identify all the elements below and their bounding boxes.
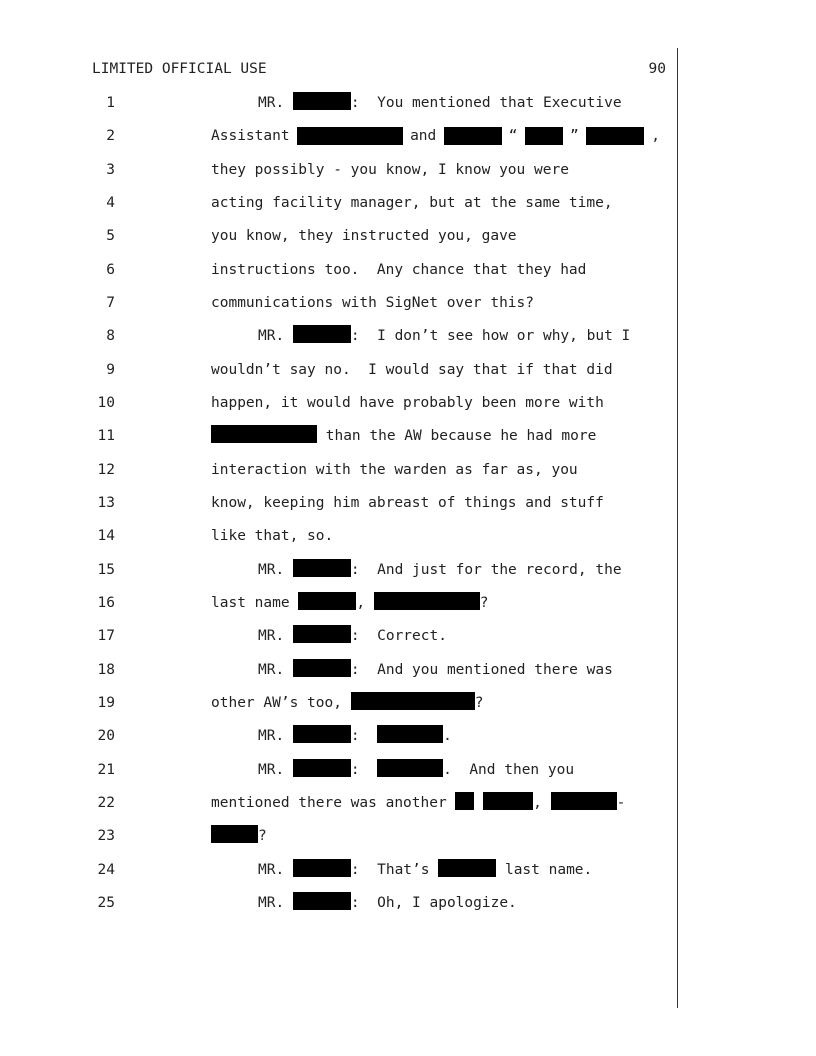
classification-header: LIMITED OFFICIAL USE [92,61,267,77]
line-number: 11 [97,428,115,444]
line-number: 24 [97,862,115,878]
line-text: ? [211,824,267,848]
redaction-block [374,592,480,610]
line-text: know, keeping him abreast of things and stuff [211,495,604,511]
transcript-line [0,791,816,815]
redaction-block [293,892,351,910]
redaction-block [293,92,351,110]
redaction-block [298,592,356,610]
speaker-label: MR. [258,662,293,678]
redaction-block [293,325,351,343]
redaction-block [455,792,474,810]
line-number: 13 [97,495,115,511]
line-number: 5 [106,228,115,244]
line-number: 8 [106,328,115,344]
line-number: 25 [97,895,115,911]
redaction-block [586,127,644,145]
line-number: 4 [106,195,115,211]
line-text: acting facility manager, but at the same time, [211,195,613,211]
transcript-line [0,758,816,782]
line-number: 19 [97,695,115,711]
redaction-block [444,127,502,145]
transcript-line [0,724,816,748]
transcript-line [0,891,816,915]
line-number: 3 [106,162,115,178]
redaction-block [293,625,351,643]
line-number: 14 [97,528,115,544]
line-text: MR. : . [258,724,452,748]
transcript-line [0,158,816,182]
line-text: MR. : I don’t see how or why, but I [258,324,630,348]
redaction-block [293,759,351,777]
line-text: MR. : And just for the record, the [258,558,622,582]
line-text: than the AW because he had more [211,424,596,448]
redaction-block [351,692,475,710]
transcript-line [0,558,816,582]
line-text: MR. : Correct. [258,624,447,648]
redaction-block [293,659,351,677]
line-number: 10 [97,395,115,411]
transcript-line [0,824,816,848]
line-text: happen, it would have probably been more with [211,395,604,411]
line-text: wouldn’t say no. I would say that if that did [211,362,613,378]
line-text: Assistant and “ ” , [211,128,660,144]
line-number: 18 [97,662,115,678]
line-number: 7 [106,295,115,311]
redaction-block [293,559,351,577]
transcript-line [0,324,816,348]
transcript-line [0,524,816,548]
transcript-line [0,258,816,282]
line-number: 1 [106,95,115,111]
redaction-block [297,127,403,145]
line-text: MR. : And you mentioned there was [258,658,613,682]
transcript-line [0,391,816,415]
transcript-line [0,358,816,382]
line-text: mentioned there was another , - [211,791,625,815]
line-number: 2 [106,128,115,144]
line-number: 17 [97,628,115,644]
line-text: you know, they instructed you, gave [211,228,517,244]
speaker-label: MR. [258,328,293,344]
line-number: 22 [97,795,115,811]
line-text: last name , ? [211,591,489,615]
transcript-line [0,424,816,448]
transcript-line [0,591,816,615]
line-number: 6 [106,262,115,278]
redaction-block [483,792,533,810]
redaction-block [211,425,317,443]
line-text: communications with SigNet over this? [211,295,535,311]
transcript-line [0,291,816,315]
speaker-label: MR. [258,728,293,744]
line-text: MR. : You mentioned that Executive [258,91,622,115]
line-number: 12 [97,462,115,478]
speaker-label: MR. [258,762,293,778]
page-number: 90 [648,61,666,77]
speaker-label: MR. [258,628,293,644]
transcript-line [0,91,816,115]
line-number: 20 [97,728,115,744]
redaction-block [293,859,351,877]
speaker-label: MR. [258,95,293,111]
transcript-line [0,691,816,715]
speaker-label: MR. [258,862,293,878]
redaction-block [211,825,258,843]
redaction-block [525,127,563,145]
line-number: 9 [106,362,115,378]
line-text: MR. : Oh, I apologize. [258,891,517,915]
line-text: they possibly - you know, I know you were [211,162,569,178]
speaker-label: MR. [258,895,293,911]
transcript-line [0,224,816,248]
line-number: 15 [97,562,115,578]
redaction-block [377,759,443,777]
line-number: 23 [97,828,115,844]
line-text: interaction with the warden as far as, you [211,462,578,478]
transcript-line [0,491,816,515]
transcript-line [0,191,816,215]
line-text: MR. : That’s last name. [258,858,592,882]
redaction-block [293,725,351,743]
line-text: MR. : . And then you [258,758,574,782]
line-number: 16 [97,595,115,611]
transcript-line [0,624,816,648]
redaction-block [377,725,443,743]
redaction-block [438,859,496,877]
transcript-line [0,658,816,682]
line-text: other AW’s too, ? [211,691,483,715]
redaction-block [551,792,617,810]
line-text: like that, so. [211,528,334,544]
line-number: 21 [97,762,115,778]
transcript-line [0,858,816,882]
speaker-label: MR. [258,562,293,578]
transcript-line [0,124,816,148]
line-text: instructions too. Any chance that they had [211,262,587,278]
transcript-line [0,458,816,482]
